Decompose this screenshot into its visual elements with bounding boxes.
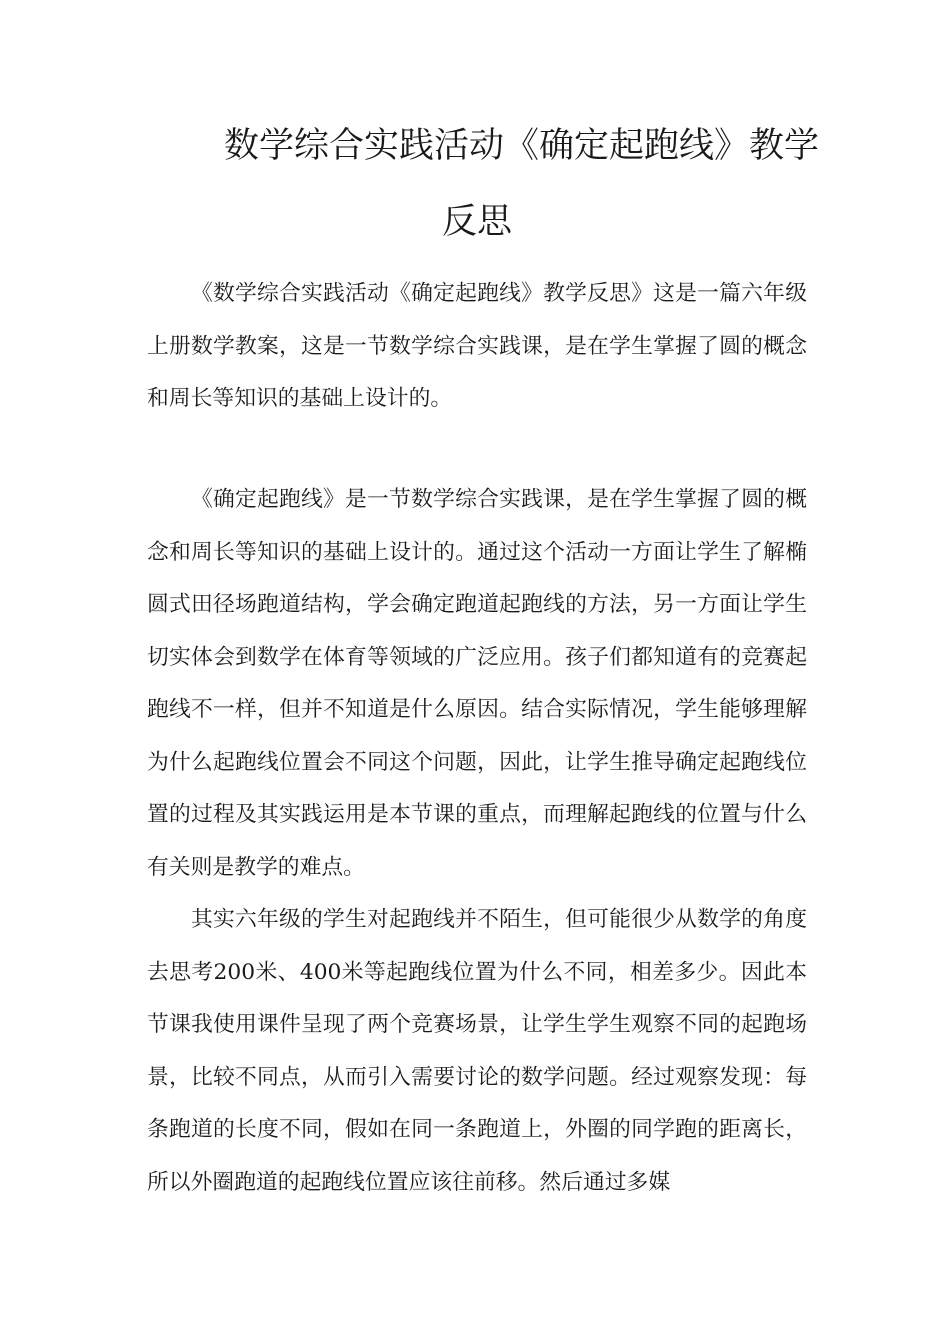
paragraph-overview: 《确定起跑线》是一节数学综合实践课，是在学生掌握了圆的概念和周长等知识的基础上设计的。通过这个活动一方面让学生了解椭圆式田径场跑道结构，学会确定跑道起跑线的方法，另一方面让学生切实体会到数学在体育等领域的广泛应用。孩子们都知道有的竞赛起跑线不一样，但并不知道是什么原因。结合实际情况，学生能够理解为什么起跑线位置会不同这个问题，因此，让学生推导确定起跑线位置的过程及其实践运用是本节课的重点，而理解起跑线的位置与什么有关则是教学的难点。 [147,487,807,880]
document-title-line-2: 反思 [442,202,513,242]
document-title-line-1: 数学综合实践活动《确定起跑线》教学 [224,126,820,166]
paragraph-reflection: 其实六年级的学生对起跑线并不陌生，但可能很少从数学的角度去思考200米、400米等起跑线位置为什么不同，相差多少。因此本节课我使用课件呈现了两个竞赛场景，让学生学生观察不同的起跑场景，比较不同点，从而引入需要讨论的数学问题。经过观察发现：每条跑道的长度不同，假如在同一条跑道上，外圈的同学跑的距离长，所以外圈跑道的起跑线位置应该往前移。然后通过多媒 [147,907,807,1195]
paragraph-intro: 《数学综合实践活动《确定起跑线》教学反思》这是一篇六年级上册数学教案，这是一节数学综合实践课，是在学生掌握了圆的概念和周长等知识的基础上设计的。 [147,281,807,411]
